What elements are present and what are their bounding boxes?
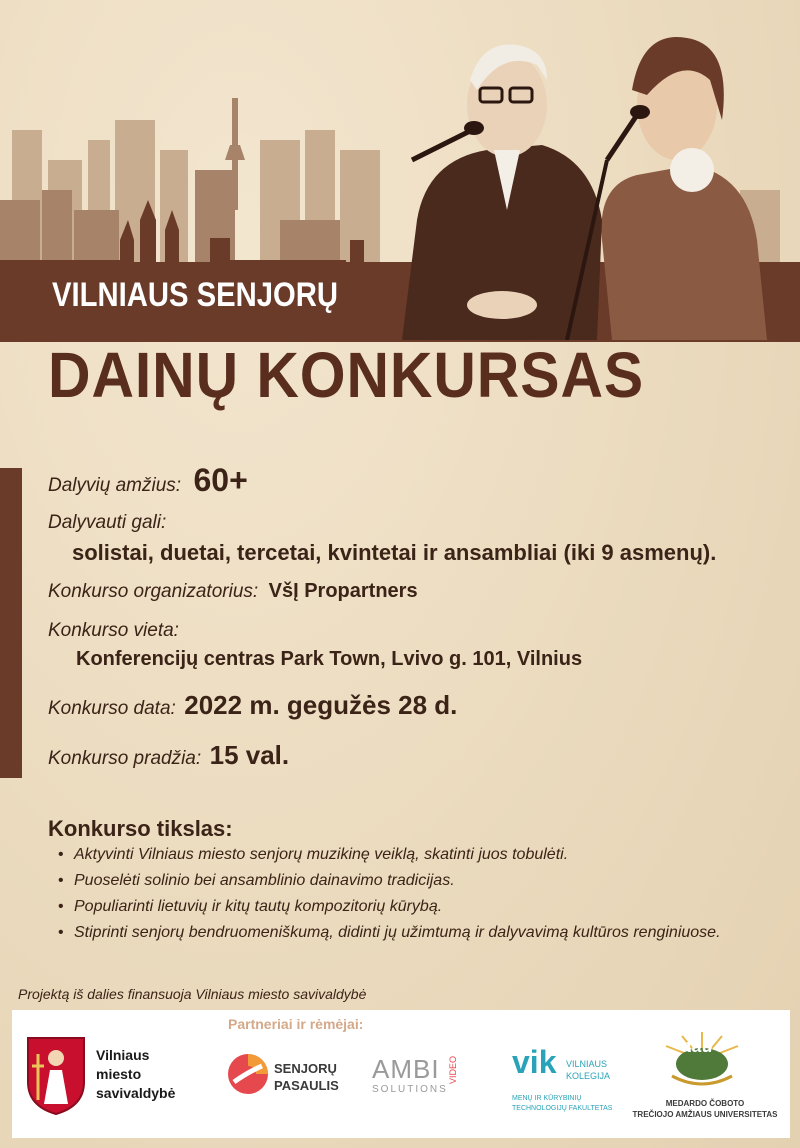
age-row: [48, 462, 248, 499]
tau-name: [630, 1098, 780, 1120]
viko-sub-line: TECHNOLOGIJŲ FAKULTETAS: [512, 1105, 613, 1112]
participants-label: Dalyvauti gali:: [48, 512, 167, 533]
age-label: Dalyvių amžius:: [48, 475, 182, 496]
goals-list: [58, 842, 721, 946]
senjoru-line: PASAULIS: [274, 1078, 339, 1093]
goals-title: Konkurso tikslas:: [48, 816, 233, 841]
viko-name-line: VILNIAUS: [566, 1059, 608, 1069]
vilnius-city-line: miesto: [96, 1066, 142, 1082]
organizer-label: Konkurso organizatorius:: [48, 581, 259, 602]
tau-logo-text: tau: [686, 1036, 713, 1056]
ambi-logo-text: AMBI: [372, 1054, 440, 1084]
viko-logo-text: vik: [512, 1044, 557, 1080]
poster-title-line1: VILNIAUS SENJORŲ: [52, 276, 338, 314]
senjoru-line: SENJORŲ: [274, 1061, 337, 1076]
tau-name-line: MEDARDO ČOBOTO: [665, 1099, 745, 1108]
goal-item: • Aktyvinti Vilniaus miesto senjorų muzikinę veiklą, skatinti juos tobulėti.: [58, 842, 721, 868]
goal-item: • Stiprinti senjorų bendruomeniškumą, didinti jų užimtumą ir dalyvavimą kultūros renginiuose.: [58, 920, 721, 946]
ambi-video-label: VIDEO: [448, 1055, 458, 1084]
viko-sub-line: MENŲ IR KŪRYBINIŲ: [512, 1095, 582, 1102]
senjoru-pasaulis-name: [274, 1060, 339, 1094]
venue-value: Konferencijų centras Park Town, Lvivo g. 101, Vilnius: [76, 648, 583, 670]
side-accent-bar: [0, 468, 22, 778]
vilnius-coat-of-arms-logo: [24, 1034, 88, 1116]
venue-label: Konkurso vieta:: [48, 620, 179, 641]
date-row: [48, 690, 457, 721]
ambi-subtitle: SOLUTIONS: [372, 1084, 448, 1095]
singing-couple-illustration: [392, 10, 792, 340]
goal-item: • Populiarinti lietuvių ir kitų tautų kompozitorių kūrybą.: [58, 894, 721, 920]
organizer-row: [48, 580, 418, 603]
viko-name-line: KOLEGIJA: [566, 1071, 611, 1081]
age-value: 60+: [193, 462, 248, 498]
vilnius-city-name: [96, 1046, 175, 1103]
start-value: 15 val.: [209, 740, 290, 770]
start-row: [48, 740, 289, 771]
start-label: Konkurso pradžia:: [48, 748, 202, 769]
date-label: Konkurso data:: [48, 698, 176, 719]
senjoru-pasaulis-logo-icon: [226, 1052, 270, 1096]
participants-value: solistai, duetai, tercetai, kvintetai ir ansambliai (iki 9 asmenų).: [72, 540, 717, 565]
goal-item: • Puoselėti solinio bei ansamblinio dainavimo tradicijas.: [58, 868, 721, 894]
vilnius-city-line: savivaldybė: [96, 1085, 176, 1101]
viko-subtitle: [512, 1094, 612, 1114]
funding-note: Projektą iš dalies finansuoja Vilniaus miesto savivaldybė: [18, 986, 367, 1002]
viko-name: [566, 1058, 610, 1082]
tau-name-line: TREČIOJO AMŽIAUS UNIVERSITETAS: [632, 1110, 778, 1119]
partners-heading: Partneriai ir rėmėjai:: [228, 1016, 364, 1032]
organizer-value: VšĮ Propartners: [268, 580, 418, 602]
date-value: 2022 m. gegužės 28 d.: [184, 690, 458, 720]
poster-title-line2: DAINŲ KONKURSAS: [48, 339, 645, 411]
vilnius-city-line: Vilniaus: [96, 1047, 150, 1063]
